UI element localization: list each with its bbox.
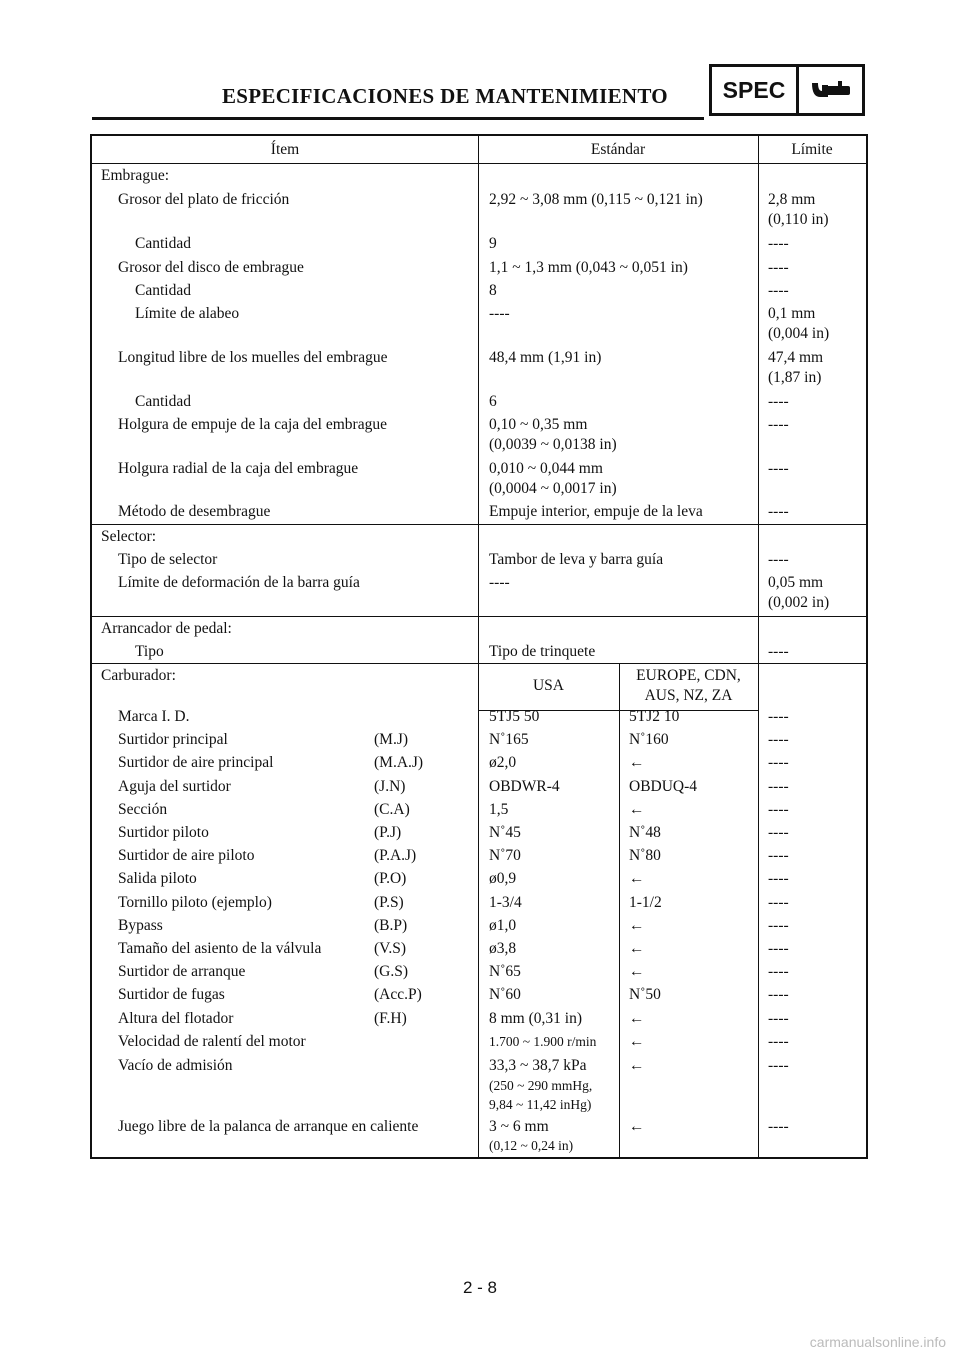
row-limit: ---- xyxy=(768,801,789,818)
row-limit: ---- xyxy=(768,1010,789,1027)
row-usa: N˚165 xyxy=(489,731,529,748)
row-standard: 48,4 mm (1,91 in) xyxy=(489,349,602,366)
row-code: (P.S) xyxy=(374,894,404,911)
header-rule xyxy=(92,163,866,164)
page-number: 2 - 8 xyxy=(462,1278,498,1297)
row-code: (M.A.J) xyxy=(374,754,424,771)
row-label: Grosor del disco de embrague xyxy=(118,259,304,276)
row-limit: (0,002 in) xyxy=(768,594,830,611)
row-label: Marca I. D. xyxy=(118,708,190,725)
row-usa: 1,5 xyxy=(489,801,509,818)
row-limit: ---- xyxy=(768,940,789,957)
row-other: ← xyxy=(629,1057,645,1074)
row-code: (B.P) xyxy=(374,917,408,934)
row-limit: (0,110 in) xyxy=(768,211,829,228)
row-code: (J.N) xyxy=(374,778,406,795)
row-standard: 2,92 ~ 3,08 mm (0,115 ~ 0,121 in) xyxy=(489,191,703,208)
row-standard: 9 xyxy=(489,235,497,252)
row-other: 1-1/2 xyxy=(629,894,662,911)
watermark: carmanualsonline.info xyxy=(809,1334,946,1350)
row-other: ← xyxy=(629,963,645,980)
section-rule xyxy=(92,663,866,664)
row-usa: ø0,9 xyxy=(489,870,517,887)
row-limit: (0,004 in) xyxy=(768,325,830,342)
row-standard: (0,0039 ~ 0,0138 in) xyxy=(489,436,617,453)
spec-table xyxy=(90,134,868,1159)
spec-badge xyxy=(709,64,865,116)
row-standard: 1,1 ~ 1,3 mm (0,043 ~ 0,051 in) xyxy=(489,259,688,276)
row-code: (P.A.J) xyxy=(374,847,417,864)
row-limit: ---- xyxy=(768,870,789,887)
carb-col-other: AUS, NZ, ZA xyxy=(644,687,733,704)
section-rule xyxy=(92,524,866,525)
row-other: N˚160 xyxy=(629,731,669,748)
row-other: ← xyxy=(629,1033,645,1050)
row-limit: 0,1 mm xyxy=(768,305,816,322)
row-limit: ---- xyxy=(768,259,789,276)
row-limit: ---- xyxy=(768,393,789,410)
row-label: Límite de alabeo xyxy=(135,305,240,322)
row-other: OBDUQ-4 xyxy=(629,778,698,795)
row-code: (C.A) xyxy=(374,801,410,818)
row-code: (G.S) xyxy=(374,963,409,980)
row-label: Vacío de admisión xyxy=(118,1057,233,1074)
row-limit: ---- xyxy=(768,235,789,252)
row-limit: 2,8 mm xyxy=(768,191,816,208)
row-code: (M.J) xyxy=(374,731,409,748)
row-standard: ---- xyxy=(489,305,510,322)
row-label: Tipo de selector xyxy=(118,551,218,568)
col-divider xyxy=(619,664,620,1157)
row-label: Límite de deformación de la barra guía xyxy=(118,574,360,591)
row-label: Surtidor de fugas xyxy=(118,986,225,1003)
row-limit: ---- xyxy=(768,824,789,841)
row-label: Tipo xyxy=(135,643,164,660)
title-underline xyxy=(92,117,704,120)
spec-label: SPEC xyxy=(712,67,799,113)
row-limit: (1,87 in) xyxy=(768,369,822,386)
row-label: Surtidor de aire principal xyxy=(118,754,274,771)
row-standard: Tipo de trinquete xyxy=(489,643,596,660)
row-label: Cantidad xyxy=(135,393,191,410)
section-heading-carb: Carburador: xyxy=(101,667,176,684)
col-header-limit: Límite xyxy=(791,141,833,158)
section-heading-kick: Arrancador de pedal: xyxy=(101,620,232,637)
row-other: ← xyxy=(629,917,645,934)
row-standard: Tambor de leva y barra guía xyxy=(489,551,664,568)
row-limit: ---- xyxy=(768,1118,789,1135)
row-limit: ---- xyxy=(768,416,789,433)
row-code: (P.J) xyxy=(374,824,402,841)
row-label: Surtidor principal xyxy=(118,731,228,748)
col-divider xyxy=(758,136,759,1157)
row-label: Cantidad xyxy=(135,235,191,252)
row-standard: 8 xyxy=(489,282,497,299)
row-limit: 0,05 mm xyxy=(768,574,824,591)
row-usa: ø2,0 xyxy=(489,754,517,771)
row-other: ← xyxy=(629,801,645,818)
row-usa: 9,84 ~ 11,42 inHg) xyxy=(489,1097,592,1112)
row-other: ← xyxy=(629,754,645,771)
row-usa: N˚60 xyxy=(489,986,521,1003)
row-limit: ---- xyxy=(768,754,789,771)
row-usa: N˚65 xyxy=(489,963,521,980)
row-usa: (0,12 ~ 0,24 in) xyxy=(489,1138,574,1153)
section-heading-shifter: Selector: xyxy=(101,528,157,545)
row-usa: ø1,0 xyxy=(489,917,517,934)
row-label: Surtidor piloto xyxy=(118,824,209,841)
row-label: Salida piloto xyxy=(118,870,197,887)
row-label: Aguja del surtidor xyxy=(118,778,231,795)
row-label: Bypass xyxy=(118,917,163,934)
row-other: ← xyxy=(629,940,645,957)
row-limit: ---- xyxy=(768,917,789,934)
row-usa: (250 ~ 290 mmHg, xyxy=(489,1078,593,1093)
row-label: Tamaño del asiento de la válvula xyxy=(118,940,322,957)
row-label: Juego libre de la palanca de arranque en caliente xyxy=(118,1118,419,1135)
row-limit: ---- xyxy=(768,282,789,299)
row-label: Tornillo piloto (ejemplo) xyxy=(118,894,272,911)
row-label: Surtidor de aire piloto xyxy=(118,847,255,864)
row-usa: OBDWR-4 xyxy=(489,778,560,795)
row-other: N˚48 xyxy=(629,824,661,841)
row-usa: 1-3/4 xyxy=(489,894,522,911)
row-standard: ---- xyxy=(489,574,510,591)
col-divider xyxy=(478,136,479,1157)
row-label: Velocidad de ralentí del motor xyxy=(118,1033,306,1050)
row-standard: 6 xyxy=(489,393,497,410)
row-label: Holgura radial de la caja del embrague xyxy=(118,460,359,477)
row-limit: ---- xyxy=(768,963,789,980)
row-usa: ø3,8 xyxy=(489,940,517,957)
row-other: ← xyxy=(629,1010,645,1027)
row-label: Método de desembrague xyxy=(118,503,271,520)
row-limit: ---- xyxy=(768,986,789,1003)
row-limit: ---- xyxy=(768,778,789,795)
row-standard: Empuje interior, empuje de la leva xyxy=(489,503,703,520)
row-usa: 5TJ5 50 xyxy=(489,708,540,725)
row-standard: 0,10 ~ 0,35 mm xyxy=(489,416,588,433)
wrench-icon xyxy=(799,67,862,113)
row-usa: N˚45 xyxy=(489,824,521,841)
row-label: Surtidor de arranque xyxy=(118,963,246,980)
row-code: (Acc.P) xyxy=(374,986,422,1003)
row-limit: ---- xyxy=(768,1057,789,1074)
row-limit: ---- xyxy=(768,894,789,911)
row-standard: 0,010 ~ 0,044 mm xyxy=(489,460,603,477)
row-usa: 33,3 ~ 38,7 kPa xyxy=(489,1057,587,1074)
row-usa: N˚70 xyxy=(489,847,521,864)
row-label: Grosor del plato de fricción xyxy=(118,191,290,208)
col-header-standard: Estándar xyxy=(590,141,646,158)
row-label: Longitud libre de los muelles del embrague xyxy=(118,349,388,366)
row-label: Sección xyxy=(118,801,168,818)
row-usa: 1.700 ~ 1.900 r/min xyxy=(489,1034,597,1049)
row-limit: ---- xyxy=(768,708,789,725)
row-code: (P.O) xyxy=(374,870,407,887)
row-limit: ---- xyxy=(768,551,789,568)
row-standard: (0,0004 ~ 0,0017 in) xyxy=(489,480,617,497)
row-limit: ---- xyxy=(768,503,789,520)
section-heading-clutch: Embrague: xyxy=(101,167,170,184)
col-header-item: Ítem xyxy=(270,141,300,158)
row-other: ← xyxy=(629,870,645,887)
carb-col-usa: USA xyxy=(532,677,564,694)
page-title: ESPECIFICACIONES DE MANTENIMIENTO xyxy=(222,84,668,108)
row-usa: 8 mm (0,31 in) xyxy=(489,1010,582,1027)
row-code: (F.H) xyxy=(374,1010,407,1027)
row-limit: ---- xyxy=(768,460,789,477)
row-code: (V.S) xyxy=(374,940,407,957)
row-limit: 47,4 mm xyxy=(768,349,824,366)
row-limit: ---- xyxy=(768,731,789,748)
row-limit: ---- xyxy=(768,847,789,864)
row-label: Altura del flotador xyxy=(118,1010,234,1027)
section-rule xyxy=(92,616,866,617)
row-label: Cantidad xyxy=(135,282,191,299)
row-other: N˚50 xyxy=(629,986,661,1003)
row-other: ← xyxy=(629,1118,645,1135)
row-label: Holgura de empuje de la caja del embrague xyxy=(118,416,387,433)
row-other: N˚80 xyxy=(629,847,661,864)
row-other: 5TJ2 10 xyxy=(629,708,680,725)
row-limit: ---- xyxy=(768,1033,789,1050)
carb-col-other: EUROPE, CDN, xyxy=(636,667,741,684)
row-usa: 3 ~ 6 mm xyxy=(489,1118,549,1135)
row-limit: ---- xyxy=(768,643,789,660)
